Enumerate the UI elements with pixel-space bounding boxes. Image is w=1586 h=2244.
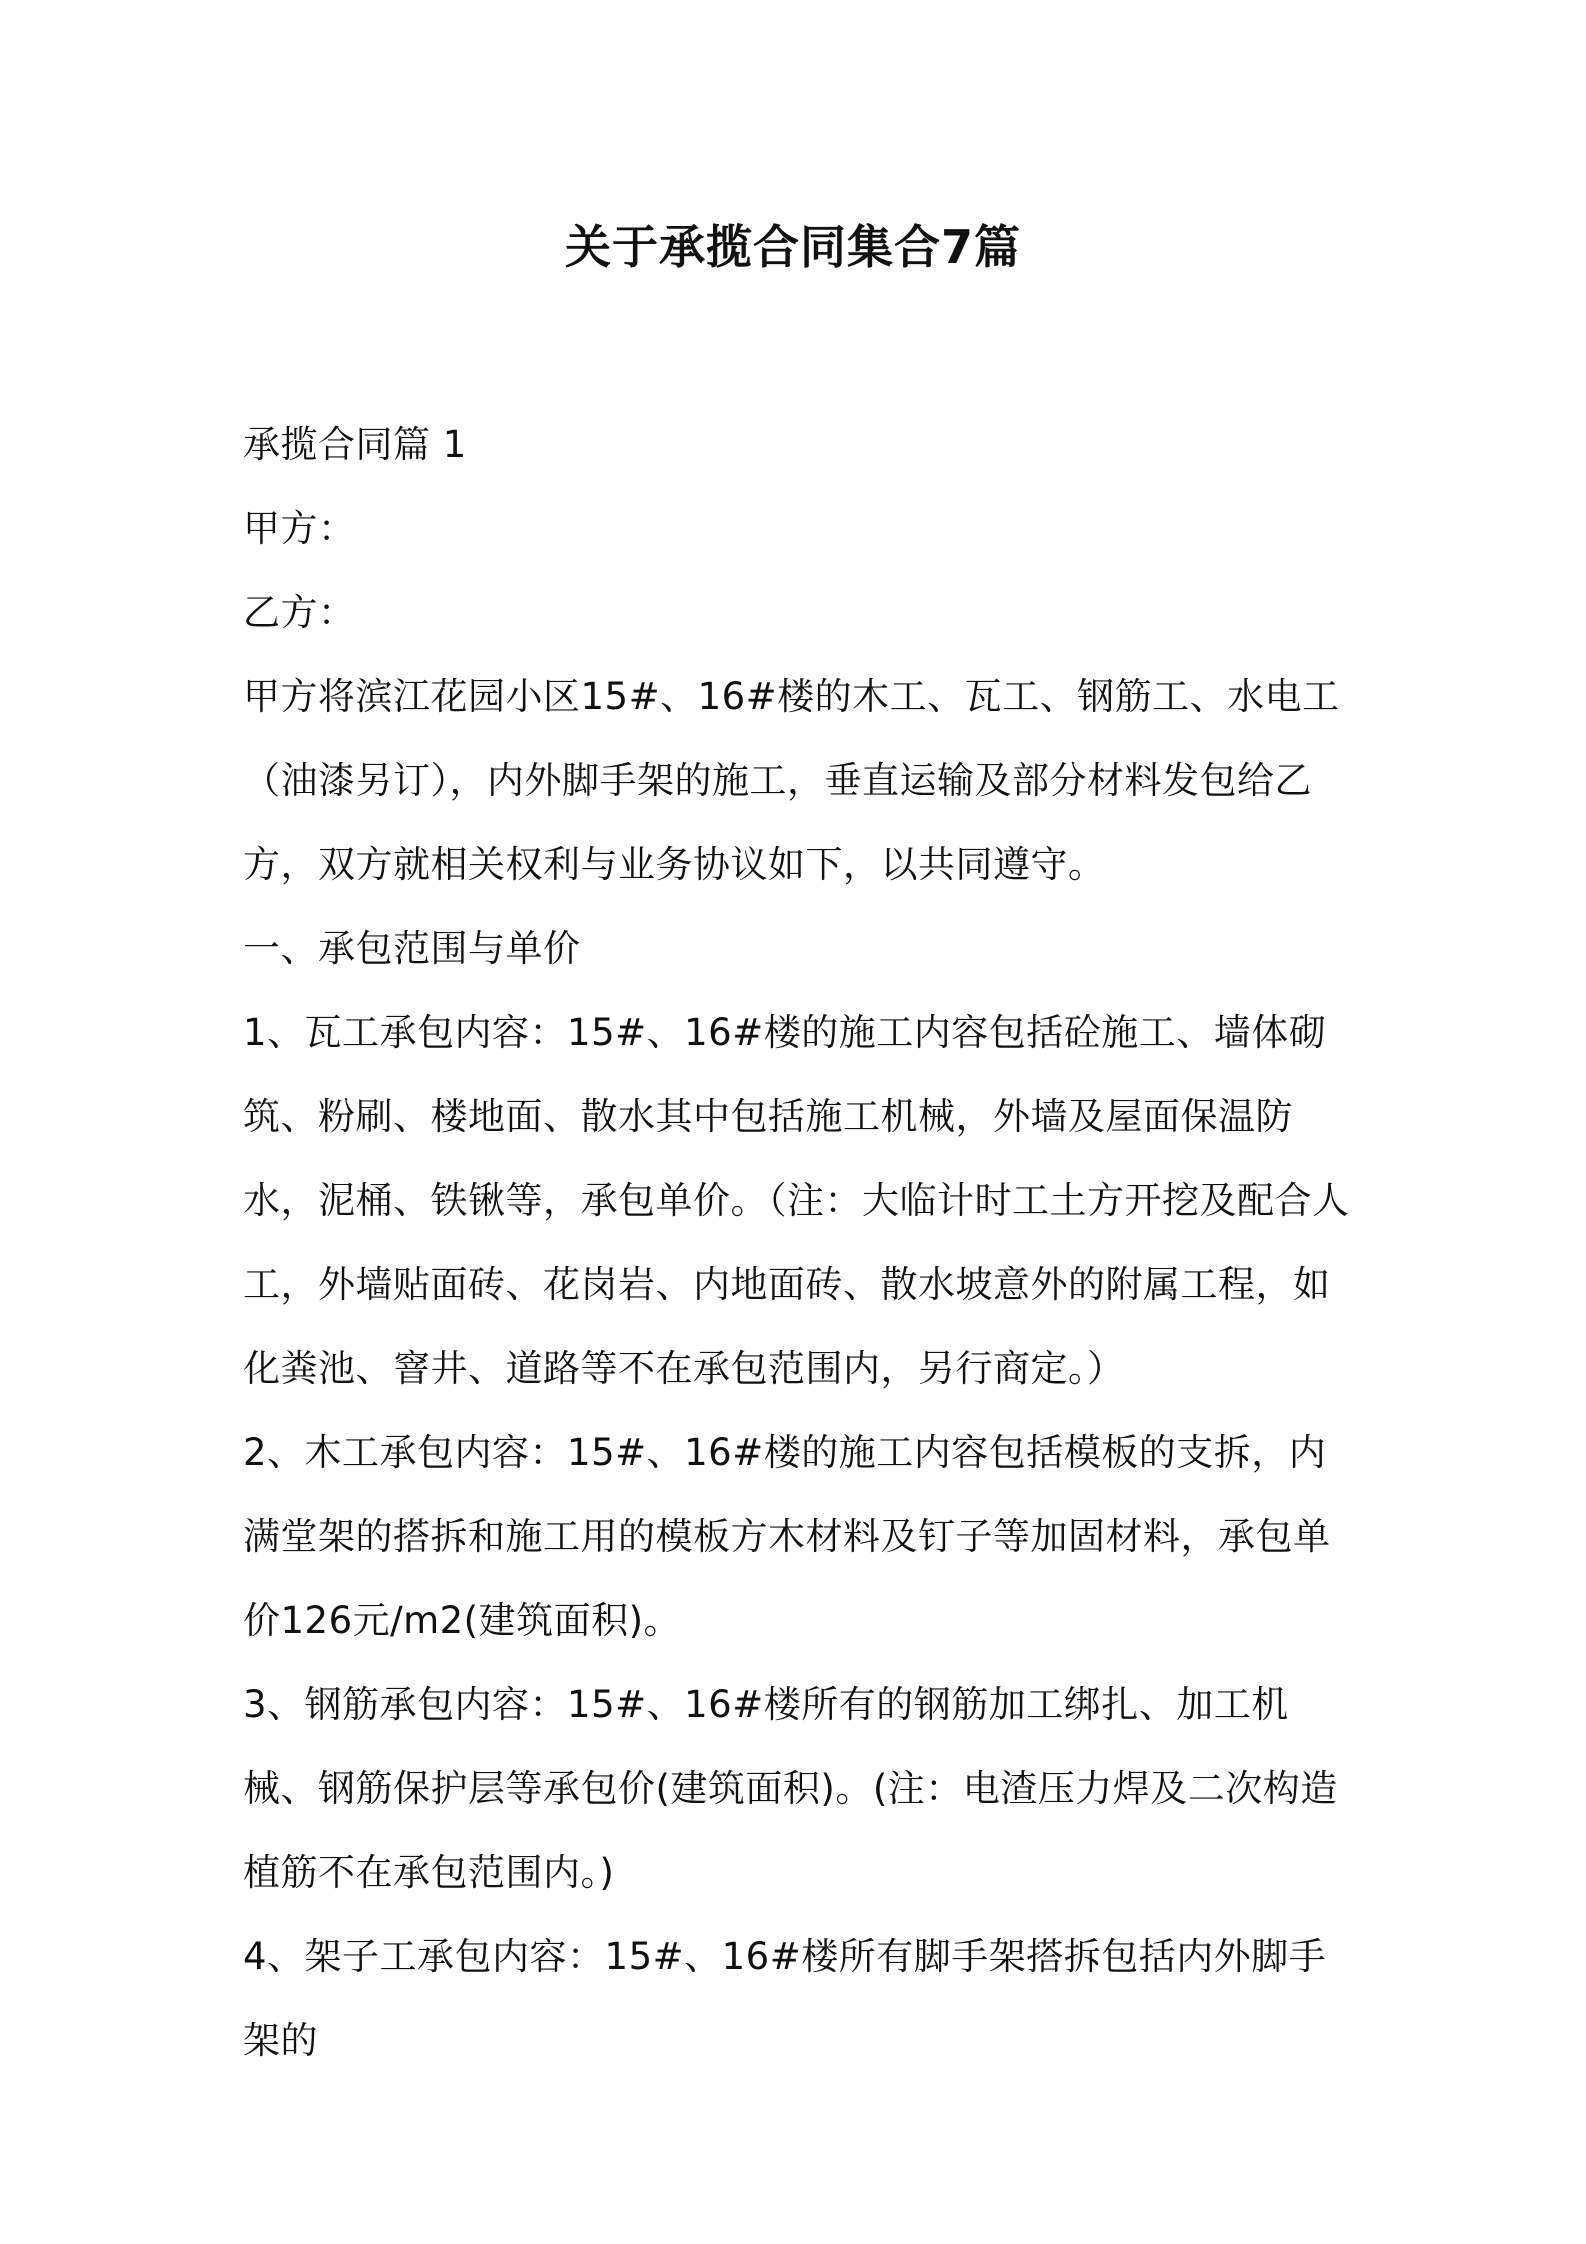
clause-1: 1、瓦工承包内容：15#、16#楼的施工内容包括砼施工、墙体砌筑、粉刷、楼地面、散水其中包括施工机械，外墙及屋面保温防水，泥桶、铁锹等，承包单价。（注：大临计时工土方开挖及配合人工，外墙贴面砖、花岗岩、内地面砖、散水坡意外的附属工程，如化粪池、窨井、道路等不在承包范围内，另行商定。） — [243, 1011, 1350, 1390]
document-body — [243, 403, 1358, 2083]
clause-2: 2、木工承包内容：15#、16#楼的施工内容包括模板的支拆，内满堂架的搭拆和施工用的模板方木材料及钉子等加固材料，承包单价126元/m2(建筑面积)。 — [243, 1431, 1331, 1642]
document-title: 关于承揽合同集合7篇 — [564, 220, 1021, 274]
section-heading: 承揽合同篇 1 — [243, 423, 467, 466]
intro-paragraph: 甲方将滨江花园小区15#、16#楼的木工、瓦工、钢筋工、水电工（油漆另订），内外脚手架的施工，垂直运输及部分材料发包给乙方，双方就相关权利与业务协议如下，以共同遵守。 — [243, 675, 1340, 886]
clause-4: 4、架子工承包内容：15#、16#楼所有脚手架搭拆包括内外脚手架的 — [243, 1935, 1327, 2062]
party-a-line: 甲方： — [243, 507, 356, 550]
article-heading: 一、承包范围与单价 — [243, 927, 581, 970]
party-b-line: 乙方： — [243, 591, 356, 634]
clause-3: 3、钢筋承包内容：15#、16#楼所有的钢筋加工绑扎、加工机械、钢筋保护层等承包价(建筑面积)。(注：电渣压力焊及二次构造植筋不在承包范围内。) — [243, 1683, 1338, 1894]
